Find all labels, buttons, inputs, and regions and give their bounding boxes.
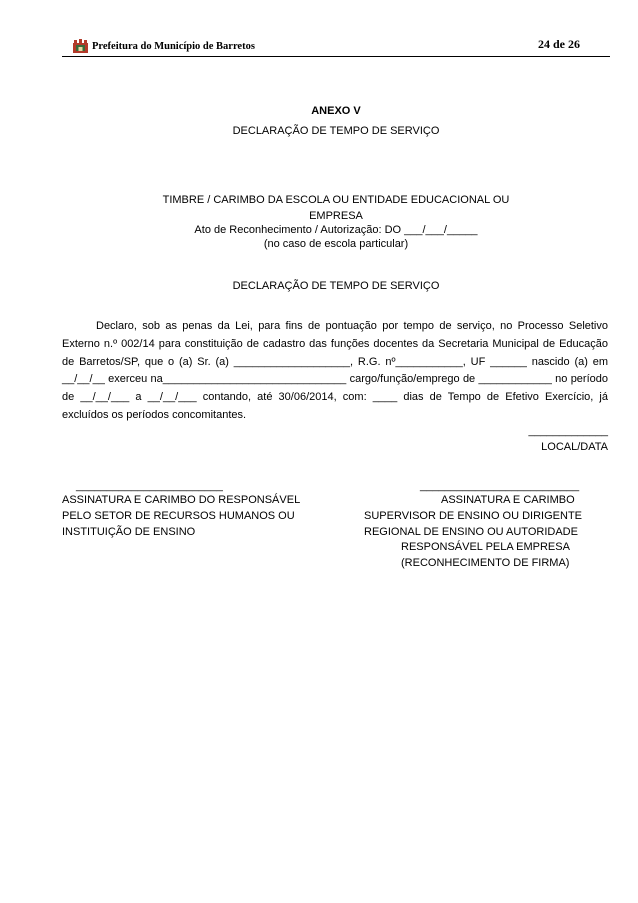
header-divider [62,56,610,57]
right-signature-label-1: ASSINATURA E CARIMBO [441,494,575,506]
declaration-text [62,318,608,425]
left-signature-line: ________________________ [76,480,223,492]
right-signature-label-4: RESPONSÁVEL PELA EMPRESA [401,541,570,553]
letterhead-line-1: TIMBRE / CARIMBO DA ESCOLA OU ENTIDADE EDUCACIONAL OU [162,194,510,206]
page-number: 24 de 26 [538,37,580,51]
right-signature-label-5: (RECONHECIMENTO DE FIRMA) [401,557,570,569]
letterhead-line-2: EMPRESA [309,210,363,222]
annex-subtitle: DECLARAÇÃO DE TEMPO DE SERVIÇO [232,125,440,137]
local-date-line: _____________ [528,425,608,437]
annex-title: ANEXO V [311,105,361,117]
header-title: Prefeitura do Município de Barretos [92,40,255,52]
authorization-line: Ato de Reconhecimento / Autorização: DO ___/___/_____ [194,224,478,236]
left-signature-label-2: PELO SETOR DE RECURSOS HUMANOS OU [62,510,295,522]
page-header [72,37,255,55]
left-signature-label-1: ASSINATURA E CARIMBO DO RESPONSÁVEL [62,494,301,506]
right-signature-line: __________________________ [420,480,580,492]
right-signature-label-2: SUPERVISOR DE ENSINO OU DIRIGENTE [364,510,583,522]
declaration-text-content: Declaro, sob as penas da Lei, para fins de pontuação por tempo de serviço, no Processo Seletivo Externo n.º 002/14 para constituição de cadastro das funções docentes da Secretaria Municipal de Educação de Barretos/SP, que o (a) Sr. (a) ___________________, R.G. nº___________, UF ______ nascido (a) em __/__/__ exerceu na______________________________ cargo/função/emprego de ____________ no período de __/__/___ a __/__/___ contando, até 30/06/2014, com: ____ dias de Tempo de Efetivo Exercício, já excluídos os períodos concomitantes. [62,320,608,421]
private-school-note: (no caso de escola particular) [263,238,409,250]
right-signature-label-3: REGIONAL DE ENSINO OU AUTORIDADE [364,526,578,538]
municipal-crest-icon [72,38,89,54]
left-signature-label-3: INSTITUIÇÃO DE ENSINO [62,526,196,538]
declaration-heading: DECLARAÇÃO DE TEMPO DE SERVIÇO [232,280,440,292]
local-date-label: LOCAL/DATA [541,441,608,453]
